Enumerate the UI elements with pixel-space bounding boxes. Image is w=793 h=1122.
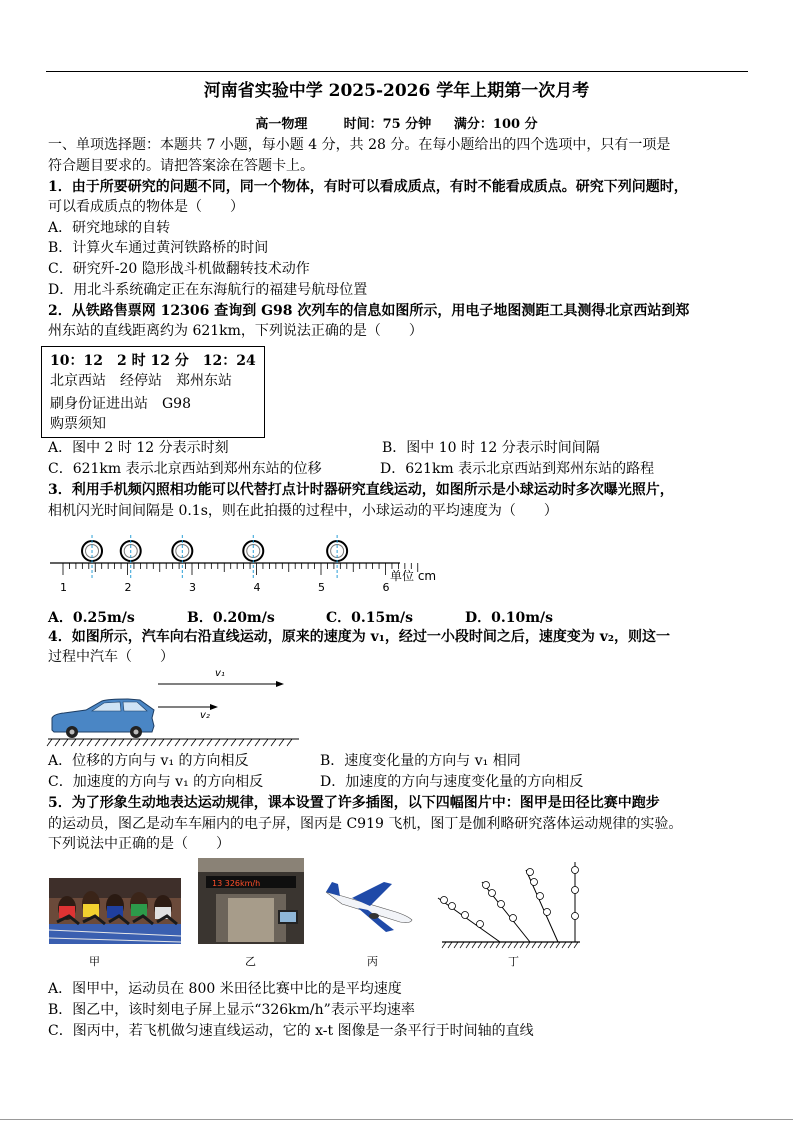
ground-hatch-line — [167, 739, 172, 746]
ground-hatch-line — [263, 739, 268, 746]
incline-hatch-line — [526, 942, 530, 948]
caption-yi: 乙 — [245, 955, 256, 968]
ground-hatch-line — [255, 739, 260, 746]
v2-label: v₂ — [200, 710, 210, 721]
ground-hatch-line — [159, 739, 164, 746]
caption-bing: 丙 — [367, 955, 378, 968]
ground-hatch-line — [191, 739, 196, 746]
ground-hatch-line — [239, 739, 244, 746]
ground-hatch-line — [207, 739, 212, 746]
incline-hatch-line — [502, 942, 506, 948]
ground-hatch-line — [175, 739, 180, 746]
screen-speed-text: 13 326km/h — [212, 879, 261, 888]
exam-info — [0, 113, 793, 132]
q2-stem-2: 州东站的直线距离约为 621km，下列说法正确的是（ ） — [48, 323, 423, 339]
q4-stem-1: 4．如图所示，汽车向右沿直线运动，原来的速度为 v₁，经过一小段时间之后，速度变为 v₂，则这一 — [48, 629, 671, 645]
ground-hatch-line — [183, 739, 188, 746]
q3-stem-1: 3．利用手机频闪照相功能可以代替打点计时器研究直线运动，如图所示是小球运动时多次曝光照片， — [48, 482, 674, 498]
q3-option-a: A．0.25m/s — [48, 610, 135, 626]
incline-hatch-line — [508, 942, 512, 948]
caption-ding: 丁 — [508, 955, 519, 968]
incline-hatch-line — [532, 942, 536, 948]
incline-hatch-line — [460, 942, 464, 948]
q4-option-b: B．速度变化量的方向与 v₁ 相同 — [320, 753, 521, 769]
incline-hatch-line — [562, 942, 566, 948]
photo-c919-plane — [322, 878, 418, 934]
incline-hatch-line — [538, 942, 542, 948]
q5-stem-1: 5．为了形象生动地表达运动规律，课本设置了许多插图，以下四幅图片中：图甲是田径比赛中跑步 — [48, 795, 660, 811]
caption-jia: 甲 — [89, 955, 100, 968]
ground-hatch-line — [103, 739, 108, 746]
q4-option-a: A．位移的方向与 v₁ 的方向相反 — [48, 753, 249, 769]
ticket-notice: 购票须知 — [50, 416, 106, 432]
strobe-balls — [82, 535, 347, 578]
q3-stem-2: 相机闪光时间间隔是 0.1s，则在此拍摄的过程中，小球运动的平均速度为（ ） — [48, 503, 558, 519]
incline-hatch-line — [490, 942, 494, 948]
ground-hatch-line — [47, 739, 52, 746]
q3-option-c: C．0.15m/s — [326, 610, 414, 626]
ground-hatch-line — [223, 739, 228, 746]
incline-hatch-line — [442, 942, 446, 948]
ground-hatch-line — [143, 739, 148, 746]
v2-arrowhead — [210, 704, 218, 710]
q4-option-c: C．加速度的方向与 v₁ 的方向相反 — [48, 774, 264, 790]
photo-train-screen — [198, 858, 304, 944]
ticket-stations: 北京西站 经停站 郑州东站 — [50, 373, 232, 389]
ruler-unit: 单位 cm — [390, 569, 437, 583]
q2-option-c: C．621km 表示北京西站到郑州东站的位移 — [48, 461, 322, 477]
q5-stem-2: 的运动员，图乙是动车车厢内的电子屏，图丙是 C919 飞机，图丁是伽利略研究落体运动规律的实验。 — [48, 816, 683, 832]
ground-hatch-line — [231, 739, 236, 746]
incline-hatch-line — [454, 942, 458, 948]
ground-hatch-line — [63, 739, 68, 746]
ground-hatch-line — [271, 739, 276, 746]
ground-hatch — [47, 739, 292, 746]
ground-hatch-line — [151, 739, 156, 746]
ground-hatch-line — [55, 739, 60, 746]
ground-hatch-line — [215, 739, 220, 746]
incline-hatch-line — [520, 942, 524, 948]
ground-hatch-line — [127, 739, 132, 746]
ground-hatch-line — [71, 739, 76, 746]
ground-hatch-line — [135, 739, 140, 746]
q4-stem-2: 过程中汽车（ ） — [48, 649, 174, 665]
car-velocity-figure — [44, 664, 304, 750]
q1-stem-2: 可以看成质点的物体是（ ） — [48, 199, 244, 215]
ruler-tick-label: 2 — [124, 581, 132, 594]
incline-hatch-line — [574, 942, 578, 948]
ticket-id-train: 刷身份证进出站 G98 — [50, 396, 191, 412]
incline-ground-hatch — [442, 942, 578, 948]
v1-arrowhead — [276, 681, 284, 687]
strobe-ruler-figure — [40, 530, 460, 610]
incline-hatch-line — [448, 942, 452, 948]
incline-hatch-line — [550, 942, 554, 948]
exam-time: 时间：75 分钟 — [343, 117, 432, 132]
q5-option-a: A．图甲中，运动员在 800 米田径比赛中比的是平均速度 — [48, 981, 402, 997]
q2-option-a: A．图中 2 时 12 分表示时刻 — [48, 440, 229, 456]
q1-option-b: B．计算火车通过黄河铁路桥的时间 — [48, 240, 269, 256]
ground-hatch-line — [287, 739, 292, 746]
ruler-tick-label: 4 — [253, 581, 261, 594]
incline-hatch-line — [556, 942, 560, 948]
incline-hatch-line — [568, 942, 572, 948]
car-image — [52, 699, 154, 738]
bottom-rule — [0, 1119, 793, 1120]
incline-hatch-line — [478, 942, 482, 948]
q2-option-b: B．图中 10 时 12 分表示时间间隔 — [382, 440, 600, 456]
incline-hatch-line — [544, 942, 548, 948]
ground-hatch-line — [279, 739, 284, 746]
q3-option-b: B．0.20m/s — [187, 610, 275, 626]
incline-hatch-line — [484, 942, 488, 948]
page-title: 河南省实验中学 2025-2026 学年上期第一次月考 — [203, 81, 590, 101]
q4-option-d: D．加速度的方向与速度变化量的方向相反 — [320, 774, 584, 790]
ground-hatch-line — [87, 739, 92, 746]
ground-hatch-line — [79, 739, 84, 746]
ground-hatch-line — [119, 739, 124, 746]
figure-galileo-inclines — [430, 858, 590, 954]
q2-option-d: D．621km 表示北京西站到郑州东站的路程 — [380, 461, 655, 477]
subject: 高一物理 — [255, 117, 308, 132]
ruler-tick-label: 3 — [189, 581, 196, 594]
ruler-tick-label: 5 — [318, 581, 325, 594]
q1-option-a: A．研究地球的自转 — [48, 220, 171, 236]
v1-label: v₁ — [215, 668, 225, 679]
q5-option-b: B．图乙中，该时刻电子屏上显示“326km/h”表示平均速率 — [48, 1002, 415, 1018]
photo-runners — [49, 878, 181, 944]
q1-stem-1: 1．由于所要研究的问题不同，同一个物体，有时可以看成质点，有时不能看成质点。研究下列问题时， — [48, 179, 688, 195]
incline-hatch-line — [496, 942, 500, 948]
q5-option-c: C．图丙中，若飞机做匀速直线运动，它的 x-t 图像是一条平行于时间轴的直线 — [48, 1023, 534, 1039]
section-intro-1: 一、单项选择题：本题共 7 小题，每小题 4 分，共 28 分。在每小题给出的四个选项中，只有一项是 — [48, 137, 671, 153]
ruler-ticks — [60, 563, 418, 594]
ground-hatch-line — [111, 739, 116, 746]
full-score: 满分：100 分 — [453, 117, 538, 132]
q5-stem-3: 下列说法中正确的是（ ） — [48, 836, 230, 852]
ground-hatch-line — [247, 739, 252, 746]
top-rule — [46, 71, 748, 72]
incline-hatch-line — [514, 942, 518, 948]
q1-option-d: D．用北斗系统确定正在东海航行的福建号航母位置 — [48, 282, 368, 298]
incline-hatch-line — [466, 942, 470, 948]
q2-stem-1: 2．从铁路售票网 12306 查询到 G98 次列车的信息如图所示，用电子地图测距工具测得北京西站到郑 — [48, 303, 690, 319]
incline-hatch-line — [472, 942, 476, 948]
q3-option-d: D．0.10m/s — [465, 610, 554, 626]
q1-option-c: C．研究歼-20 隐形战斗机做翻转技术动作 — [48, 261, 310, 277]
ruler-tick-label: 6 — [382, 581, 390, 594]
ruler-tick-label: 1 — [60, 581, 67, 594]
ground-hatch-line — [95, 739, 100, 746]
section-intro-2: 符合题目要求的。请把答案涂在答题卡上。 — [48, 158, 314, 174]
ground-hatch-line — [199, 739, 204, 746]
train-ticket-box — [41, 346, 265, 438]
ticket-times: 10：12 2 时 12 分 12：24 — [50, 353, 256, 369]
